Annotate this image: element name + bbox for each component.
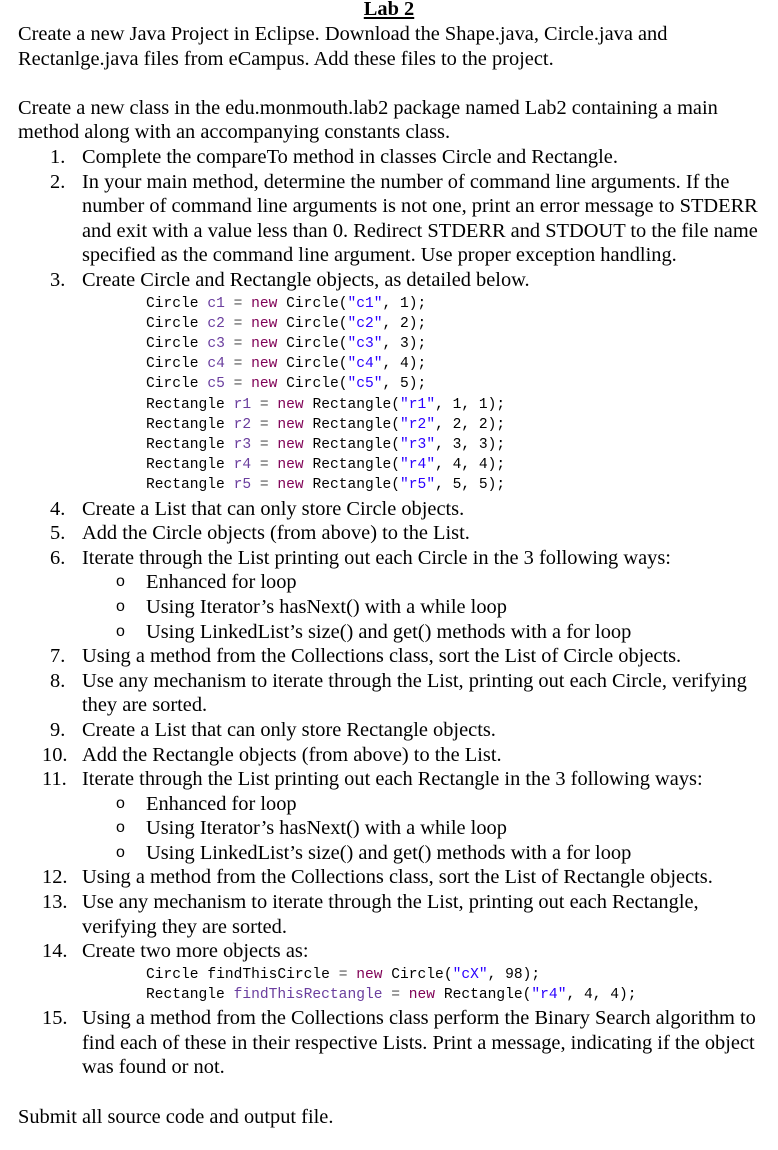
list-item: 10. Add the Rectangle objects (from above) to the List. [42,743,502,766]
code-line: Circle c4 = new Circle("c4", 4); [146,356,427,373]
intro-paragraph: Create a new Java Project in Eclipse. Download the Shape.java, Circle.java and Rectanlge.java files from eCampus. Add these files to the project. [18,23,668,70]
bullet-marker-icon: o [116,843,125,861]
code-line: Rectangle r4 = new Rectangle("r4", 4, 4); [146,457,506,474]
code-line: Rectangle r5 = new Rectangle("r5", 5, 5); [146,477,506,494]
code-line: Rectangle findThisRectangle = new Rectangle("r4", 4, 4); [146,987,637,1004]
sub-bullet: o Enhanced for loop [116,571,297,594]
code-line: Circle c2 = new Circle("c2", 2); [146,315,427,332]
sub-bullet: o Using Iterator’s hasNext() with a while loop [116,817,507,840]
sub-bullet: o Using LinkedList’s size() and get() methods with a for loop [116,620,632,643]
list-item: 6. Iterate through the List printing out each Circle in the 3 following ways: [50,546,671,569]
page-title: Lab 2 [363,0,415,20]
spacer [0,71,778,96]
list-item: 11. Iterate through the List printing out each Rectangle in the 3 following ways: [42,768,703,791]
list-item: 4. Create a List that can only store Circle objects. [50,497,465,520]
code-line: Rectangle r1 = new Rectangle("r1", 1, 1); [146,396,506,413]
list-item: 8. Use any mechanism to iterate through the List, printing out each Circle, verifying they are sorted. [50,669,747,717]
list-item: 5. Add the Circle objects (from above) to the List. [50,522,470,545]
list-item: 3. Create Circle and Rectangle objects, as detailed below. [50,268,530,291]
bullet-marker-icon: o [116,794,125,812]
list-item: 7. Using a method from the Collections class, sort the List of Circle objects. [50,645,682,668]
bullet-marker-icon: o [116,622,125,640]
list-item: 9. Create a List that can only store Rectangle objects. [50,718,496,741]
setup-paragraph: Create a new class in the edu.monmouth.lab2 package named Lab2 containing a main method along with an accompanying constants class. [18,96,718,144]
list-item: 1. Complete the compareTo method in classes Circle and Rectangle. [50,145,618,168]
code-line: Circle findThisCircle = new Circle("cX", 98); [146,966,541,983]
sub-bullet: o Using Iterator’s hasNext() with a while loop [116,595,507,618]
sub-bullet: o Using LinkedList’s size() and get() methods with a for loop [116,841,632,864]
code-line: Circle c3 = new Circle("c3", 3); [146,335,427,352]
spacer [0,1080,778,1105]
code-line: Circle c5 = new Circle("c5", 5); [146,376,427,393]
list-item: 13. Use any mechanism to iterate through the List, printing out each Rectangle, verifying they are sorted. [42,891,699,938]
list-item: 14. Create two more objects as: [42,940,309,963]
code-line: Rectangle r3 = new Rectangle("r3", 3, 3); [146,436,506,453]
code-block-find [0,964,778,1006]
bullet-marker-icon: o [116,819,125,837]
bullet-marker-icon: o [116,597,125,615]
list-item: 2. In your main method, determine the number of command line arguments. If the number of command line arguments is not one, print an error message to STDERR and exit with a value less than 0. Redirect STDERR and STDOUT to the file name specified as the command line argument. Use proper exception handling. [50,170,758,267]
code-line: Circle c1 = new Circle("c1", 1); [146,295,427,312]
list-item: 12. Using a method from the Collections class, sort the List of Rectangle objects. [42,866,713,889]
list-item: 15. Using a method from the Collections class perform the Binary Search algorithm to find each of these in their respective Lists. Print a message, indicating if the object was found or not. [42,1007,756,1079]
bullet-marker-icon: o [116,573,125,591]
code-line: Rectangle r2 = new Rectangle("r2", 2, 2); [146,416,506,433]
submit-instruction: Submit all source code and output file. [18,1105,334,1128]
code-block-objects [0,293,778,497]
sub-bullet: o Enhanced for loop [116,792,297,815]
